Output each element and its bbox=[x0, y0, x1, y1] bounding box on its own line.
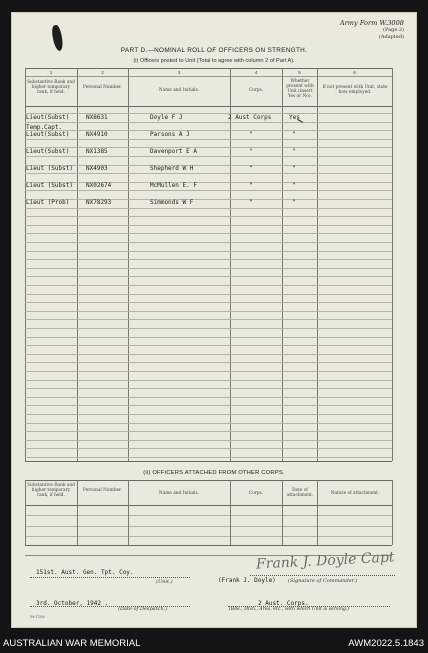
row3-number: NX1385 bbox=[86, 148, 108, 155]
sec2-header-corps: Corps. bbox=[248, 491, 264, 496]
row2-corps: " bbox=[249, 131, 253, 138]
signature-caption: (Signature of Commander.) bbox=[288, 578, 358, 584]
row4-name: Shepherd W H bbox=[150, 165, 194, 172]
table-top-border bbox=[25, 68, 392, 69]
ruled-line bbox=[25, 431, 392, 432]
colnum-2: 2 bbox=[101, 70, 104, 75]
row1-rank: Lieut(Subst) bbox=[26, 114, 70, 121]
form-name: Army Form W.3008 bbox=[339, 19, 404, 27]
form-print-number: 58-1108 bbox=[30, 615, 45, 619]
row1-name: Doyle F J bbox=[150, 114, 183, 121]
part-d-subtitle: (i) Officers posted to Unit (Total to agree with column 2 of Part A). bbox=[133, 58, 295, 64]
ruled-line bbox=[25, 371, 392, 372]
ruled-line bbox=[25, 354, 392, 355]
row3-name: Davenport E A bbox=[150, 148, 197, 155]
ruled-line bbox=[25, 268, 392, 269]
header-absent: If not present with Unit, state how employed. bbox=[322, 85, 388, 95]
sec2-top-border bbox=[25, 480, 392, 481]
ruled-line bbox=[25, 448, 392, 449]
row2-number: NX4910 bbox=[86, 131, 108, 138]
unit-caption: (Unit.) bbox=[156, 579, 173, 585]
sec2-header-number: Personal Number. bbox=[83, 488, 122, 493]
col-border-4 bbox=[282, 68, 283, 461]
sec2-header-date: Date of attachment. bbox=[286, 488, 314, 498]
row1-present: Yes bbox=[289, 114, 300, 121]
row3-rank: Lieut(Subst) bbox=[26, 148, 70, 155]
sec2-ruled-line bbox=[25, 526, 392, 527]
part-d-title: PART D.—NOMINAL ROLL OF OFFICERS ON STRENGTH. bbox=[120, 47, 308, 54]
colnum-divider bbox=[25, 76, 392, 77]
sec2-ruled-line bbox=[25, 515, 392, 516]
commander-name: (Frank J. Doyle) bbox=[218, 577, 276, 584]
row2-name: Parsons A J bbox=[150, 131, 190, 138]
colnum-1: 1 bbox=[49, 70, 53, 75]
table-bottom-border bbox=[25, 461, 392, 462]
unit-name: 151st. Aust. Gen. Tpt. Coy. bbox=[36, 569, 134, 576]
header-corps: Corps. bbox=[248, 88, 264, 93]
ruled-line bbox=[25, 380, 392, 381]
col-border-right bbox=[392, 68, 393, 461]
row3-present: " bbox=[292, 148, 296, 155]
row2-present: " bbox=[292, 131, 296, 138]
col-border-2 bbox=[128, 68, 129, 461]
ruled-line bbox=[25, 233, 392, 234]
ruled-line bbox=[25, 388, 392, 389]
header-name: Name and Initials. bbox=[158, 88, 200, 93]
sec2-bottom-border bbox=[25, 545, 392, 546]
row1-number: NX8631 bbox=[86, 114, 108, 121]
ruled-line bbox=[25, 156, 392, 157]
col-border-1 bbox=[77, 68, 78, 461]
archive-reference: AWM2022.5.1843 bbox=[348, 638, 424, 649]
sec2-col-left bbox=[25, 480, 26, 545]
ruled-line bbox=[25, 139, 392, 140]
sec2-header-name: Name and Initials. bbox=[158, 491, 200, 496]
colnum-5: 5 bbox=[298, 70, 301, 75]
sec2-col-2 bbox=[128, 480, 129, 545]
form-page-number: (Page 2) bbox=[383, 27, 404, 33]
form-adapted-note: (Adapted) bbox=[378, 34, 404, 40]
unit-dotted-line bbox=[30, 577, 190, 578]
row1-rank-temp: Temp.Capt. bbox=[26, 124, 63, 131]
section-ii-title: (ii) OFFICERS ATTACHED FROM OTHER CORPS. bbox=[143, 470, 285, 476]
row2-rank: Lieut(Subst) bbox=[26, 131, 70, 138]
formation-caption: (Bde., Divn., Area, etc., with which Unit is serving.) bbox=[229, 607, 350, 612]
sec2-col-3 bbox=[230, 480, 231, 545]
sec2-col-4 bbox=[282, 480, 283, 545]
ruled-line bbox=[25, 285, 392, 286]
row6-rank: Lieut (Prob) bbox=[26, 199, 70, 206]
row5-present: " bbox=[292, 182, 296, 189]
ruled-line bbox=[25, 397, 392, 398]
ruled-line bbox=[25, 362, 392, 363]
row5-corps: " bbox=[249, 182, 253, 189]
row5-number: NX02674 bbox=[86, 182, 112, 189]
col-border-5 bbox=[317, 68, 318, 461]
row6-number: NX78293 bbox=[86, 199, 112, 206]
ruled-line bbox=[25, 182, 392, 183]
ruled-line bbox=[25, 242, 392, 243]
ruled-line bbox=[25, 216, 392, 217]
row3-corps: " bbox=[249, 148, 253, 155]
ruled-line bbox=[25, 165, 392, 166]
ruled-line bbox=[25, 251, 392, 252]
ruled-line bbox=[25, 345, 392, 346]
ruled-line bbox=[25, 259, 392, 260]
ruled-line bbox=[25, 113, 392, 114]
ruled-line bbox=[25, 311, 392, 312]
ruled-line bbox=[25, 319, 392, 320]
row4-rank: Lieut (Subst) bbox=[26, 165, 73, 172]
sec2-header-border bbox=[25, 505, 392, 506]
colnum-4: 4 bbox=[254, 70, 258, 75]
sec2-header-rank: Substantive Rank and higher temporary rank, if held. bbox=[27, 483, 75, 498]
archive-name: AUSTRALIAN WAR MEMORIAL bbox=[3, 638, 141, 649]
ruled-line bbox=[25, 405, 392, 406]
header-number: Personal Number. bbox=[83, 85, 122, 90]
ruled-line bbox=[25, 147, 392, 148]
header-present: Whether present with Unit (insert Yes or No). bbox=[286, 79, 314, 99]
colnum-6: 6 bbox=[353, 70, 356, 75]
ruled-line bbox=[25, 337, 392, 338]
ruled-line bbox=[25, 276, 392, 277]
ruled-line bbox=[25, 199, 392, 200]
ruled-line bbox=[25, 190, 392, 191]
ruled-line bbox=[25, 225, 392, 226]
row4-corps: " bbox=[249, 165, 253, 172]
col-border-3 bbox=[230, 68, 231, 461]
row6-corps: " bbox=[249, 199, 253, 206]
row4-present: " bbox=[292, 165, 296, 172]
sec2-col-right bbox=[392, 480, 393, 545]
ruled-line bbox=[25, 328, 392, 329]
header-bottom-border bbox=[25, 106, 392, 107]
sec2-ruled-line bbox=[25, 536, 392, 537]
commander-signature: Frank J. Doyle Capt bbox=[255, 549, 395, 573]
despatch-date: 3rd. October, 1942 . bbox=[36, 600, 109, 607]
ruled-line bbox=[25, 457, 392, 458]
row5-name: McMullen E. F bbox=[150, 182, 197, 189]
ruled-line bbox=[25, 423, 392, 424]
sec2-col-1 bbox=[77, 480, 78, 545]
row6-name: Simmonds W F bbox=[150, 199, 194, 206]
formation: 2 Aust. Corps. bbox=[258, 600, 309, 607]
row5-rank: Lieut (Subst) bbox=[26, 182, 73, 189]
header-rank: Substantive Rank and higher temporary rank, if held. bbox=[27, 80, 75, 95]
row4-number: NX4903 bbox=[86, 165, 108, 172]
ruled-line bbox=[25, 122, 392, 123]
ruled-line bbox=[25, 208, 392, 209]
sec2-col-5 bbox=[317, 480, 318, 545]
colnum-3: 3 bbox=[177, 70, 181, 75]
ruled-line bbox=[25, 440, 392, 441]
row1-corps: 2 Aust Corps bbox=[228, 114, 272, 121]
ruled-line bbox=[25, 173, 392, 174]
signature-dotted-line bbox=[250, 575, 395, 576]
ruled-line bbox=[25, 414, 392, 415]
date-caption: (Date of Despatch.) bbox=[118, 606, 168, 612]
ruled-line bbox=[25, 130, 392, 131]
form-reference bbox=[340, 20, 404, 41]
ruled-line bbox=[25, 302, 392, 303]
ruled-line bbox=[25, 294, 392, 295]
row6-present: " bbox=[292, 199, 296, 206]
sec2-header-nature: Nature of attachment. bbox=[330, 491, 380, 496]
